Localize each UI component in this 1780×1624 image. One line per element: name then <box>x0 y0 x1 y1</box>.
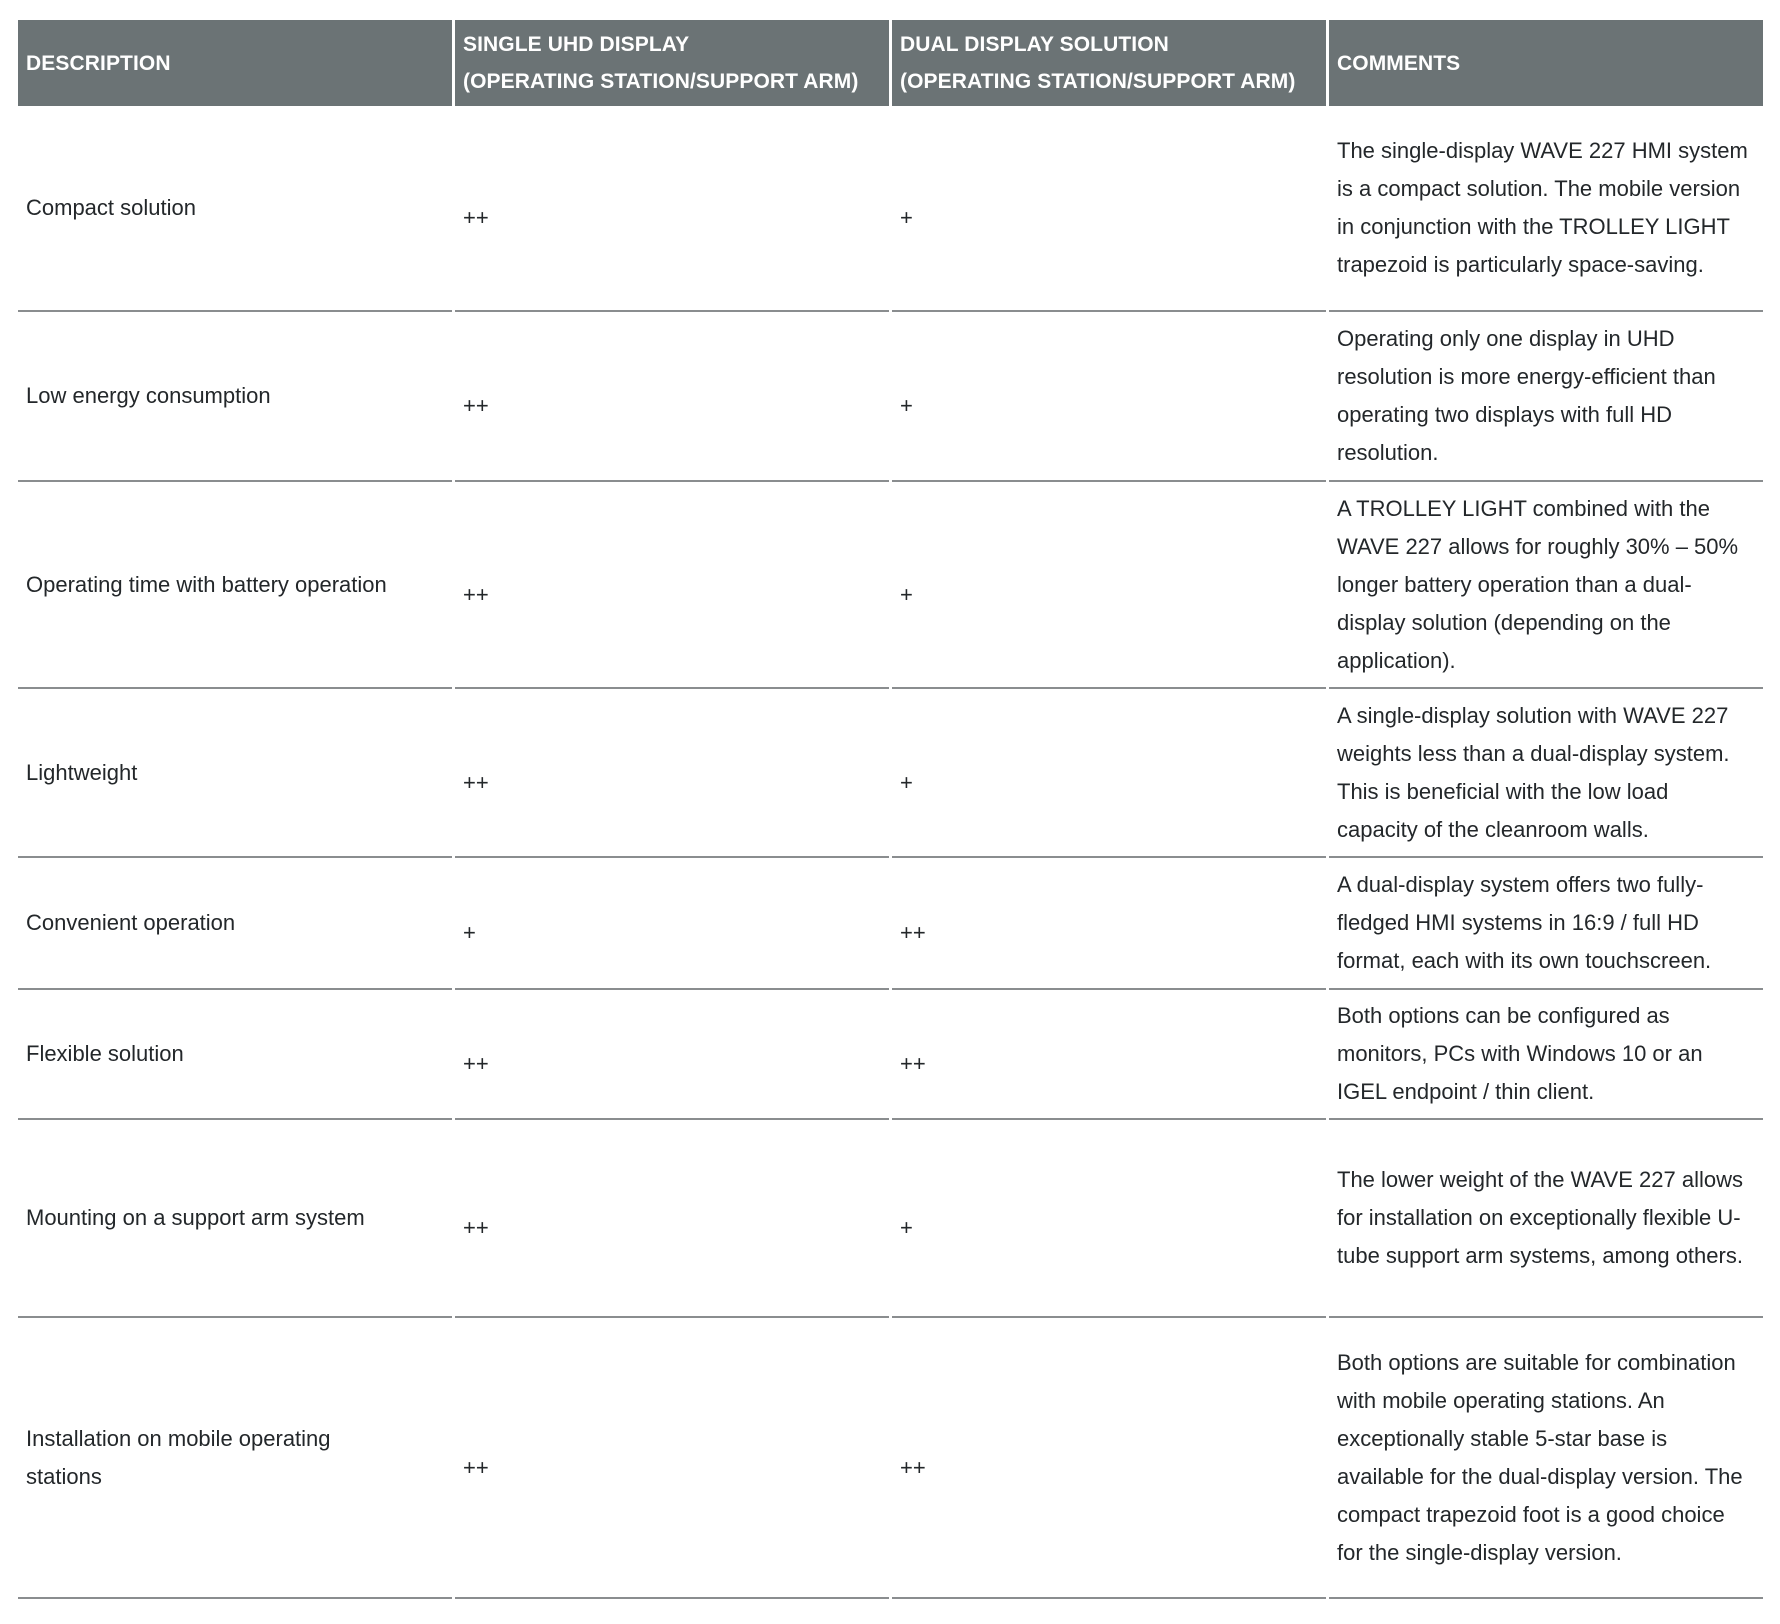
cell-comment: A TROLLEY LIGHT combined with the WAVE 227 allows for roughly 30% – 50% longer battery operation than a dual-display solution (depending on the application). <box>1329 482 1763 689</box>
cell-single-rating: ++ <box>455 689 889 858</box>
cell-single-rating: ++ <box>455 990 889 1120</box>
cell-dual-rating: + <box>892 482 1326 689</box>
cell-description: Mounting on a support arm system <box>18 1120 452 1318</box>
cell-description: Flexible solution <box>18 990 452 1120</box>
table-row <box>18 482 1763 689</box>
cell-single-rating: ++ <box>455 482 889 689</box>
cell-comment: A single-display solution with WAVE 227 weights less than a dual-display system. This is beneficial with the low load capacity of the cleanroom walls. <box>1329 689 1763 858</box>
table-row <box>18 990 1763 1120</box>
cell-comment: Both options can be configured as monitors, PCs with Windows 10 or an IGEL endpoint / thin client. <box>1329 990 1763 1120</box>
header-dual-line1: DUAL DISPLAY SOLUTION <box>900 33 1169 56</box>
cell-description: Low energy consumption <box>18 312 452 482</box>
cell-dual-rating: + <box>892 1120 1326 1318</box>
table-row <box>18 858 1763 990</box>
cell-single-rating: ++ <box>455 1120 889 1318</box>
cell-single-rating: ++ <box>455 312 889 482</box>
cell-description: Installation on mobile operating stations <box>18 1318 452 1599</box>
cell-description: Operating time with battery operation <box>18 482 452 689</box>
cell-dual-rating: ++ <box>892 990 1326 1120</box>
cell-comment: Both options are suitable for combination with mobile operating stations. An exceptionally stable 5-star base is available for the dual-display version. The compact trapezoid foot is a good choice for the single-display version. <box>1329 1318 1763 1599</box>
header-single-line2: (OPERATING STATION/SUPPORT ARM) <box>463 70 859 93</box>
cell-comment: Operating only one display in UHD resolution is more energy-efficient than operating two displays with full HD resolution. <box>1329 312 1763 482</box>
cell-description: Lightweight <box>18 689 452 858</box>
table-row <box>18 1318 1763 1599</box>
cell-comment: The lower weight of the WAVE 227 allows for installation on exceptionally flexible U-tube support arm systems, among others. <box>1329 1120 1763 1318</box>
header-single-line1: SINGLE UHD DISPLAY <box>463 33 690 56</box>
cell-description: Compact solution <box>18 106 452 312</box>
table-row <box>18 312 1763 482</box>
table-row <box>18 106 1763 312</box>
header-description <box>18 20 452 106</box>
header-comments-label: COMMENTS <box>1337 51 1461 75</box>
header-dual-display-solution <box>892 20 1326 106</box>
cell-single-rating: ++ <box>455 1318 889 1599</box>
cell-single-rating: ++ <box>455 106 889 312</box>
cell-dual-rating: ++ <box>892 858 1326 990</box>
cell-comment: A dual-display system offers two fully-fledged HMI systems in 16:9 / full HD format, each with its own touchscreen. <box>1329 858 1763 990</box>
cell-description: Convenient operation <box>18 858 452 990</box>
header-single-uhd-display <box>455 20 889 106</box>
header-description-label: DESCRIPTION <box>26 51 171 75</box>
header-dual-line2: (OPERATING STATION/SUPPORT ARM) <box>900 70 1296 93</box>
cell-dual-rating: ++ <box>892 1318 1326 1599</box>
cell-dual-rating: + <box>892 106 1326 312</box>
header-comments <box>1329 20 1763 106</box>
cell-comment: The single-display WAVE 227 HMI system is a compact solution. The mobile version in conjunction with the TROLLEY LIGHT trapezoid is particularly space-saving. <box>1329 106 1763 312</box>
comparison-table <box>15 20 1766 1599</box>
cell-dual-rating: + <box>892 312 1326 482</box>
cell-dual-rating: + <box>892 689 1326 858</box>
cell-single-rating: + <box>455 858 889 990</box>
table-row <box>18 689 1763 858</box>
table-row <box>18 1120 1763 1318</box>
table-header-row <box>18 20 1763 106</box>
